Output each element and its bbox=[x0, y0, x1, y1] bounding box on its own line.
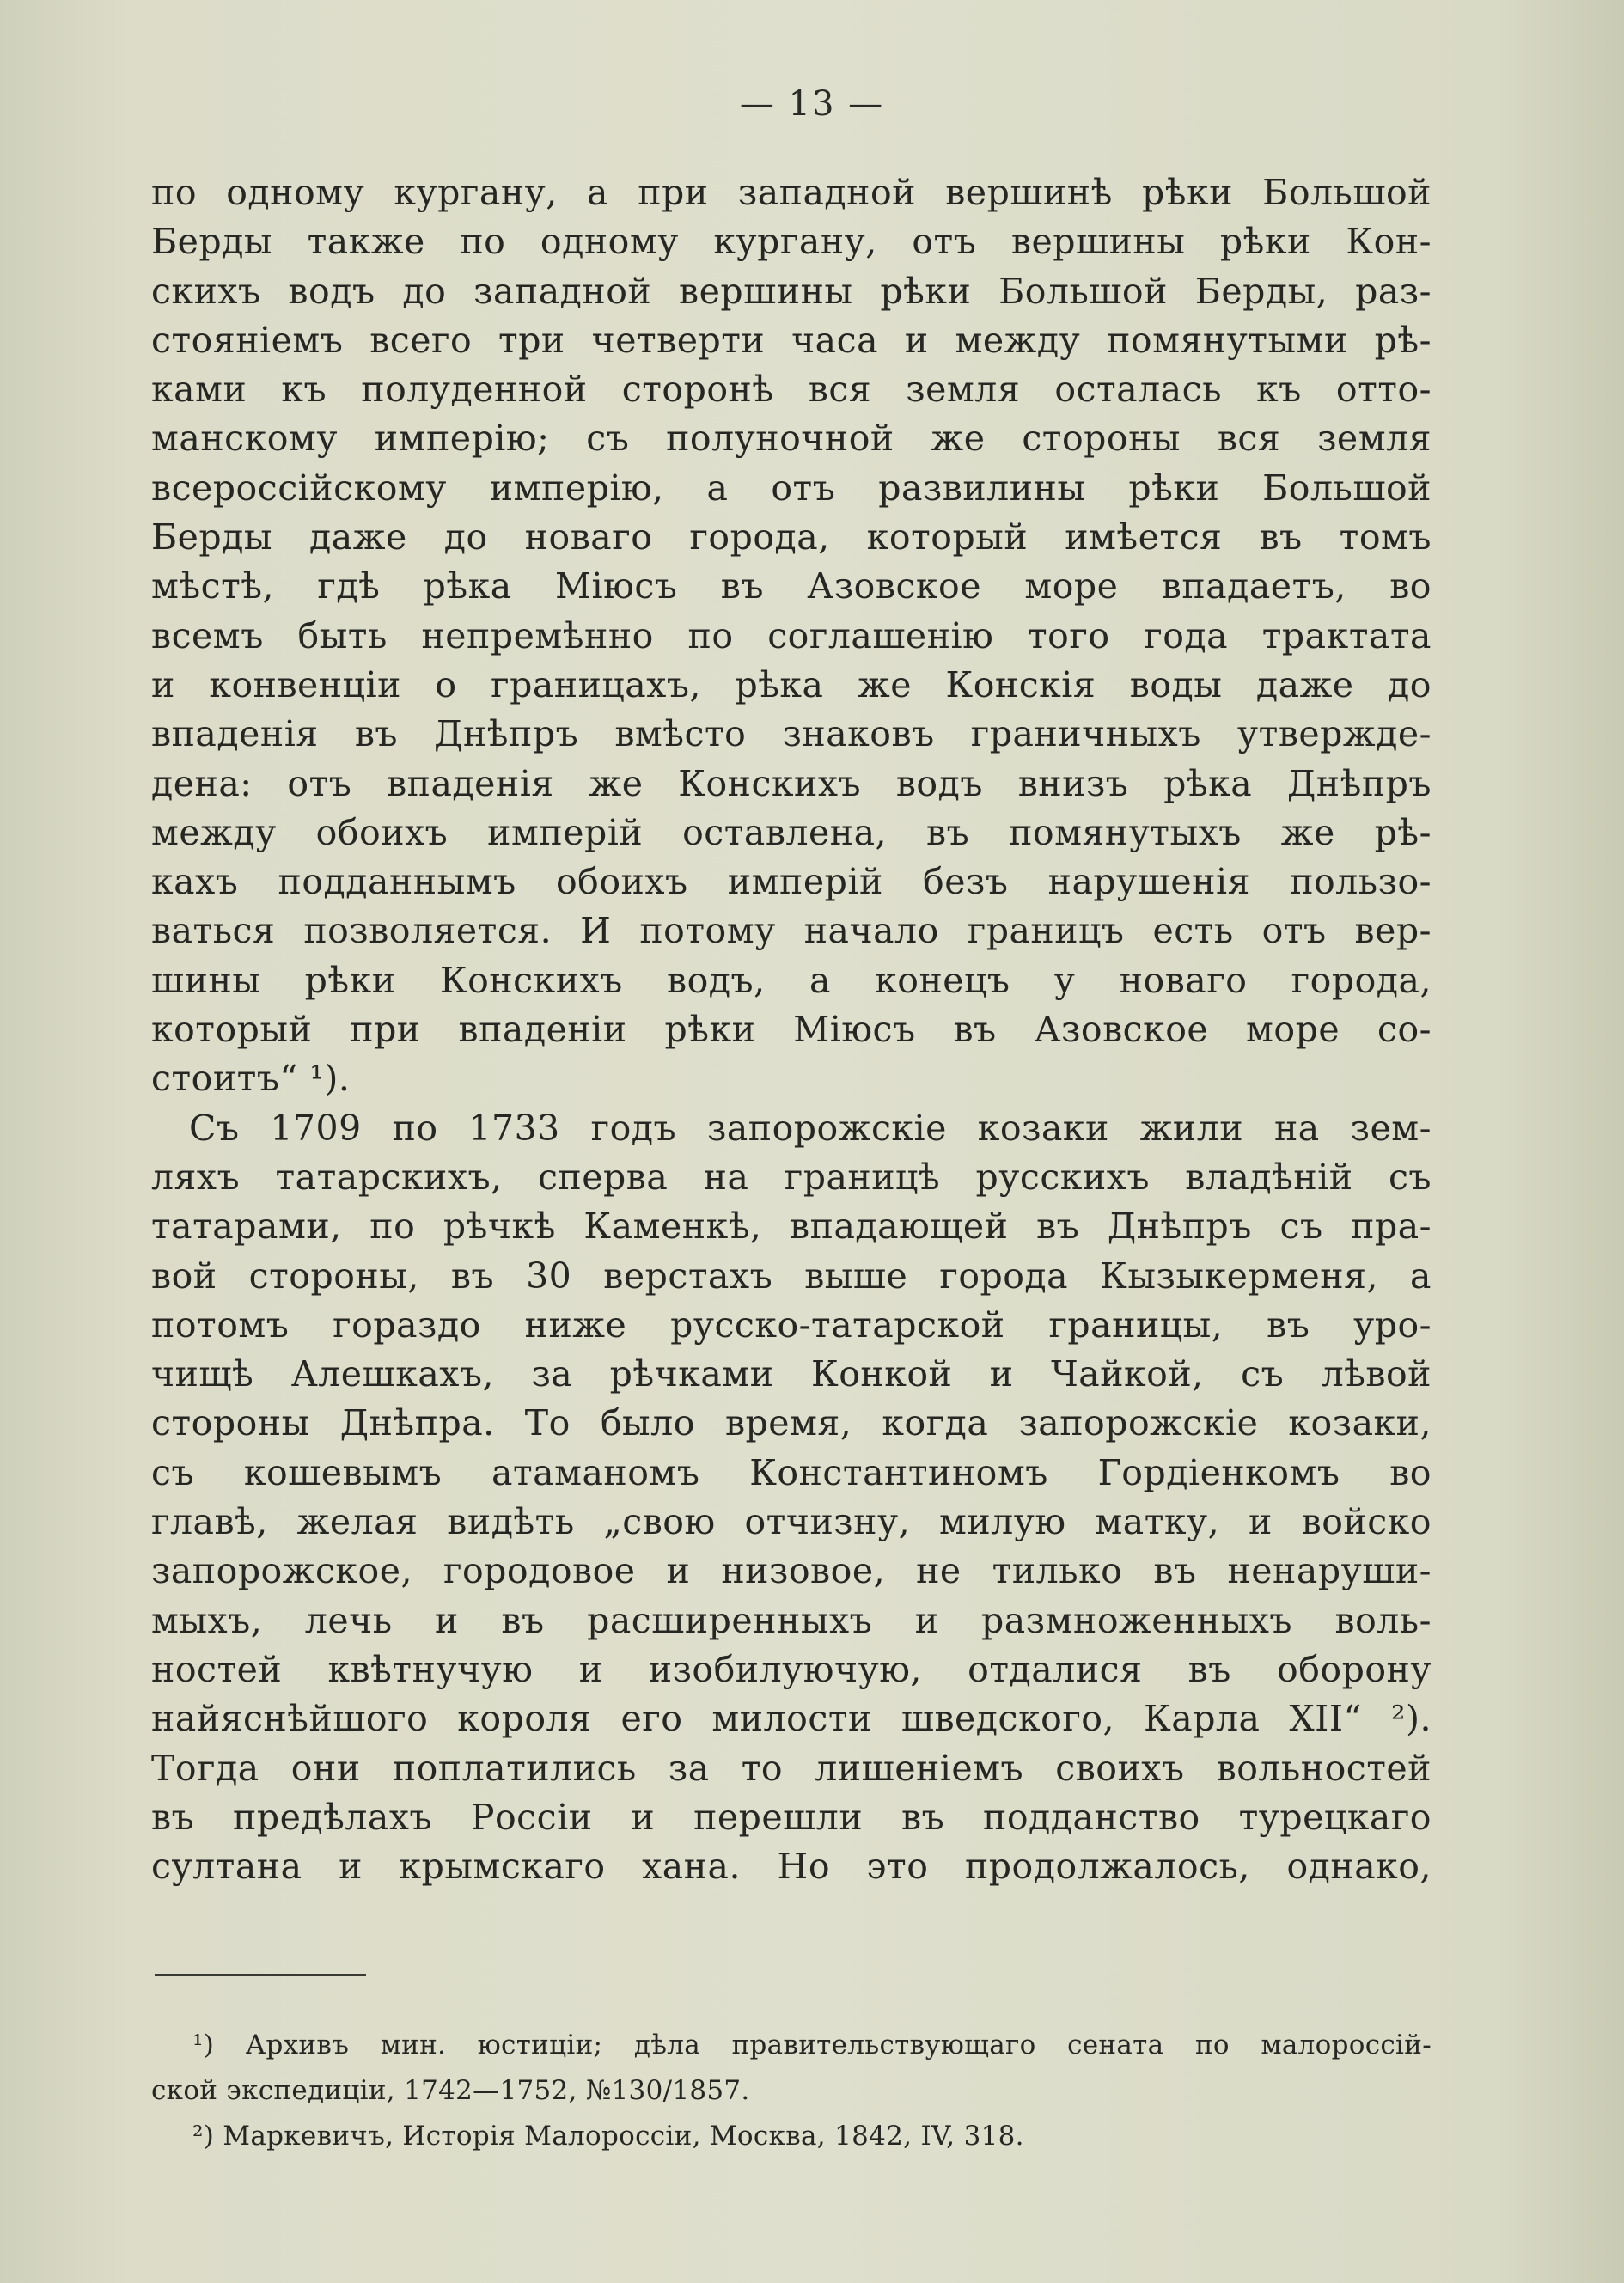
text-line: вой стороны, въ 30 верстахъ выше города Кызыкерменя, а bbox=[151, 1254, 1432, 1297]
text-line: манскому имперію; съ полуночной же стороны вся земля bbox=[151, 418, 1432, 460]
text-line: Съ 1709 по 1733 годъ запорожскіе козаки жили на зем- bbox=[189, 1107, 1432, 1149]
text-line: мѣстѣ, гдѣ рѣка Міюсъ въ Азовское море впадаетъ, во bbox=[151, 565, 1432, 607]
text-line: съ кошевымъ атаманомъ Константиномъ Гордіенкомъ во bbox=[151, 1451, 1432, 1493]
text-line: и конвенціи о границахъ, рѣка же Конскія воды даже до bbox=[151, 663, 1432, 705]
text-line: главѣ, желая видѣть „свою отчизну, милую матку, и войско bbox=[151, 1501, 1432, 1543]
text-line: потомъ гораздо ниже русско-татарской границы, въ уро- bbox=[151, 1303, 1432, 1346]
text-line: султана и крымскаго хана. Но это продолжалось, однако, bbox=[151, 1846, 1432, 1888]
text-line: запорожское, городовое и низовое, не тилько въ ненаруши- bbox=[151, 1550, 1432, 1592]
text-line: въ предѣлахъ Россіи и перешли въ подданство турецкаго bbox=[151, 1796, 1432, 1838]
text-line: стоитъ“ ¹). bbox=[151, 1058, 351, 1100]
text-line: мыхъ, лечь и въ расширенныхъ и размноженныхъ воль- bbox=[151, 1599, 1432, 1641]
text-line: всемъ быть непремѣнно по соглашенію того года трактата bbox=[151, 614, 1432, 656]
main-text bbox=[151, 168, 1432, 1891]
footnote-line: ¹) Архивъ мин. юстиціи; дѣла правительствующаго сената по малороссій- bbox=[192, 2030, 1432, 2060]
text-line: который при впаденіи рѣки Міюсъ въ Азовское море со- bbox=[151, 1009, 1432, 1051]
text-line: кахъ подданнымъ обоихъ имперій безъ нарушенія пользо- bbox=[151, 861, 1432, 903]
text-line: ваться позволяется. И потому начало границъ есть отъ вер- bbox=[151, 910, 1432, 952]
footnote-divider bbox=[155, 1974, 366, 1976]
text-line: ками къ полуденной сторонѣ вся земля осталась къ отто- bbox=[151, 369, 1432, 411]
text-line: между обоихъ имперій оставлена, въ помянутыхъ же рѣ- bbox=[151, 811, 1432, 853]
footnote-line: ²) Маркевичъ, Исторія Малороссіи, Москва, 1842, IV, 318. bbox=[192, 2121, 1024, 2152]
text-line: ностей квѣтнучую и изобилуючую, отдалися въ оборону bbox=[151, 1648, 1432, 1690]
text-line: стояніемъ всего три четверти часа и между помянутыми рѣ- bbox=[151, 319, 1432, 361]
text-line: Берды также по одному кургану, отъ вершины рѣки Кон- bbox=[151, 221, 1432, 263]
footnotes bbox=[151, 2023, 1432, 2159]
text-line: впаденія въ Днѣпръ вмѣсто знаковъ граничныхъ утвержде- bbox=[151, 713, 1432, 755]
text-line: Тогда они поплатились за то лишеніемъ своихъ вольностей bbox=[151, 1747, 1432, 1789]
text-line: всероссійскому имперію, а отъ развилины рѣки Большой bbox=[151, 467, 1432, 509]
text-line: чищѣ Алешкахъ, за рѣчками Конкой и Чайкой, съ лѣвой bbox=[151, 1353, 1432, 1395]
text-line: татарами, по рѣчкѣ Каменкѣ, впадающей въ Днѣпръ съ пра- bbox=[151, 1206, 1432, 1248]
text-line: шины рѣки Конскихъ водъ, а конецъ у новаго города, bbox=[151, 959, 1432, 1001]
text-line: ляхъ татарскихъ, сперва на границѣ русскихъ владѣній съ bbox=[151, 1156, 1432, 1198]
text-line: скихъ водъ до западной вершины рѣки Большой Берды, раз- bbox=[151, 270, 1432, 312]
page-number: — 13 — bbox=[739, 84, 885, 124]
footnote-line: ской экспедиціи, 1742—1752, №130/1857. bbox=[151, 2075, 750, 2106]
text-line: Берды даже до новаго города, который имѣется въ томъ bbox=[151, 516, 1432, 559]
text-line: по одному кургану, а при западной вершинѣ рѣки Большой bbox=[151, 172, 1432, 213]
text-line: дена: отъ впаденія же Конскихъ водъ внизъ рѣка Днѣпръ bbox=[151, 762, 1432, 804]
text-line: стороны Днѣпра. То было время, когда запорожскіе козаки, bbox=[151, 1402, 1432, 1444]
text-line: найяснѣйшого короля его милости шведского, Карла XII“ ²). bbox=[151, 1698, 1432, 1740]
